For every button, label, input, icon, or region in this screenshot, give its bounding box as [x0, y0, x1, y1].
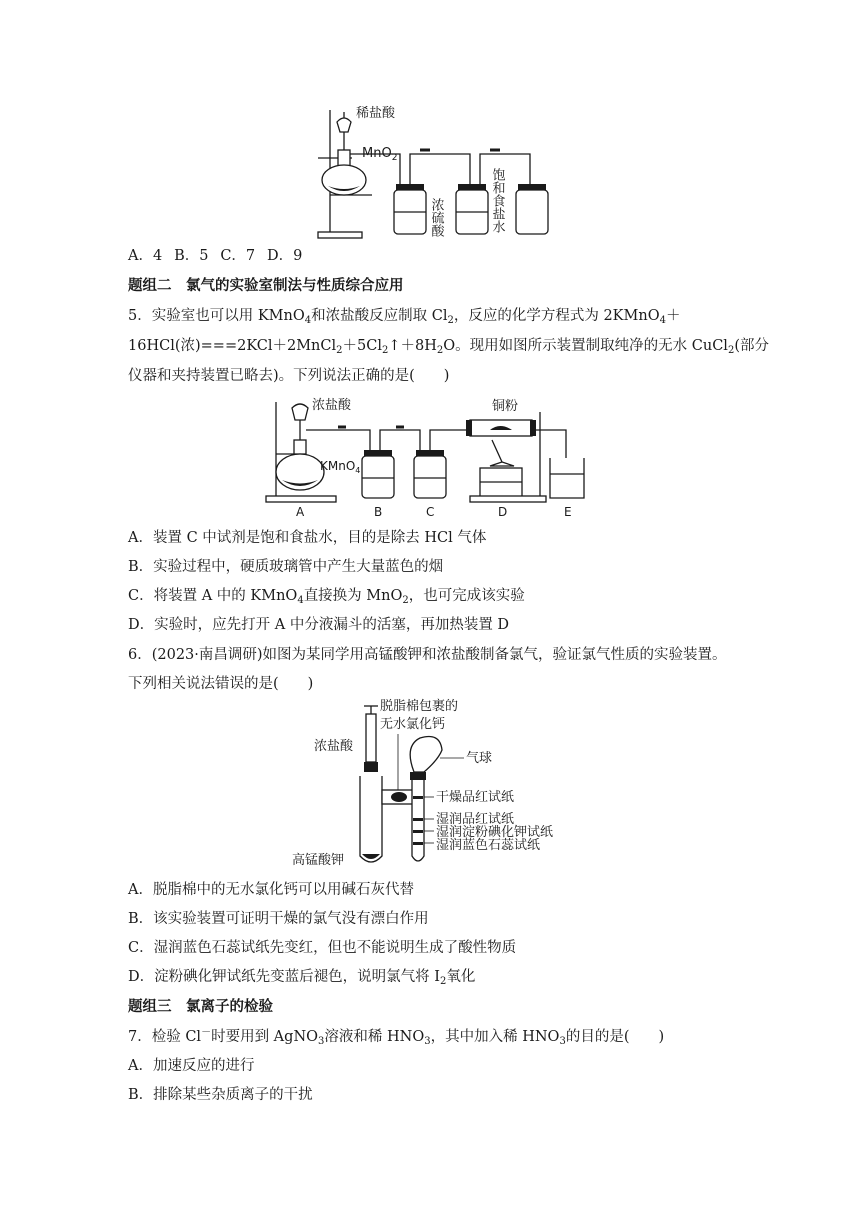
- q5-line1: 5．实验室也可以用 KMnO$_4$和浓盐酸反应制取 $Cl_2$，反应的化学方程式为 2KMnO$_4$＋: [128, 308, 681, 326]
- group2-heading: 题组二 氯气的实验室制法与性质综合应用: [128, 278, 404, 294]
- figure-chlorine-generation-apparatus: [0, 0, 860, 250]
- label-apparatus-c: C: [426, 505, 435, 519]
- label-conc-hcl: 浓盐酸: [314, 739, 354, 754]
- q5-option-d[interactable]: D．实验时，应先打开 A 中分液漏斗的活塞，再加热装置 D: [128, 617, 510, 633]
- label-mno2: MnO$_2$: [362, 146, 398, 163]
- q5-line2: 16HCl(浓)$===2KCl+2MnCl_2+5Cl_2↑+8H_2O$。现用如图所示装置制取纯净的无水 CuCl$_2$(部分: [128, 338, 769, 356]
- label-cotton-line2: 无水氯化钙: [380, 717, 446, 732]
- q5-line3: 仪器和夹持装置已略去)。下列说法正确的是( ): [128, 368, 450, 384]
- q4-options: [128, 246, 302, 266]
- group3-heading: 题组三 氯离子的检验: [128, 999, 273, 1015]
- q6-option-d[interactable]: D．淀粉碘化钾试纸先变蓝后褪色，说明氯气将 $I_2$氧化: [128, 969, 476, 987]
- label-apparatus-d: D: [498, 505, 508, 519]
- q7-line1: 7．检验 Cl－时要用到 AgNO$_3$溶液和稀 $HNO_3$，其中加入稀 $HNO_3$的目的是( ): [128, 1027, 665, 1047]
- label-apparatus-e: E: [564, 505, 572, 519]
- label-apparatus-b: B: [374, 505, 383, 519]
- label-balloon: 气球: [466, 751, 493, 766]
- q6-option-c[interactable]: C．湿润蓝色石蕊试纸先变红，但也不能说明生成了酸性物质: [128, 940, 517, 956]
- q7-option-b[interactable]: B．排除某些杂质离子的干扰: [128, 1087, 313, 1103]
- label-wet-blue-litmus-paper: 湿润蓝色石蕊试纸: [436, 838, 541, 853]
- label-saturated-brine: 饱和食盐水: [489, 168, 505, 233]
- option-d[interactable]: D．9: [267, 248, 303, 264]
- label-wet-starch-ki-paper: 湿润淀粉碘化钾试纸: [436, 825, 554, 840]
- q6-option-b[interactable]: B．该实验装置可证明干燥的氯气没有漂白作用: [128, 911, 429, 927]
- q7-option-a[interactable]: A．加速反应的进行: [128, 1058, 255, 1074]
- label-conc-hcl: 浓盐酸: [312, 398, 352, 413]
- option-c[interactable]: C．7: [220, 248, 256, 264]
- q5-option-a[interactable]: A．装置 C 中试剂是饱和食盐水，目的是除去 HCl 气体: [128, 530, 487, 546]
- label-cotton-line1: 脱脂棉包裹的: [380, 699, 459, 714]
- figure-chlorine-property-apparatus: [0, 696, 860, 876]
- q6-line1: 6．(2023·南昌调研)如图为某同学用高锰酸钾和浓盐酸制备氯气，验证氯气性质的实验装置。: [128, 647, 727, 663]
- label-copper-powder: 铜粉: [492, 399, 519, 414]
- q5-option-b[interactable]: B．实验过程中，硬质玻璃管中产生大量蓝色的烟: [128, 559, 444, 575]
- label-conc-h2so4: 浓硫酸: [428, 198, 444, 237]
- label-apparatus-a: A: [296, 505, 305, 519]
- label-kmno4: 高锰酸钾: [292, 853, 345, 868]
- q6-option-a[interactable]: A．脱脂棉中的无水氯化钙可以用碱石灰代替: [128, 882, 414, 898]
- label-wet-red-paper: 湿润品红试纸: [436, 812, 515, 827]
- label-dry-red-paper: 干燥品红试纸: [436, 790, 515, 805]
- label-kmno4: KMnO$_4$: [320, 459, 361, 475]
- option-b[interactable]: B．5: [174, 248, 209, 264]
- q5-option-c[interactable]: C．将装置 A 中的 KMnO$_4$直接换为 MnO$_2$，也可完成该实验: [128, 588, 525, 606]
- option-a[interactable]: A．4: [128, 248, 163, 264]
- q6-line2: 下列相关说法错误的是( ): [128, 676, 314, 692]
- label-dilute-hcl: 稀盐酸: [356, 106, 396, 121]
- figure-cucl2-apparatus: [0, 392, 860, 532]
